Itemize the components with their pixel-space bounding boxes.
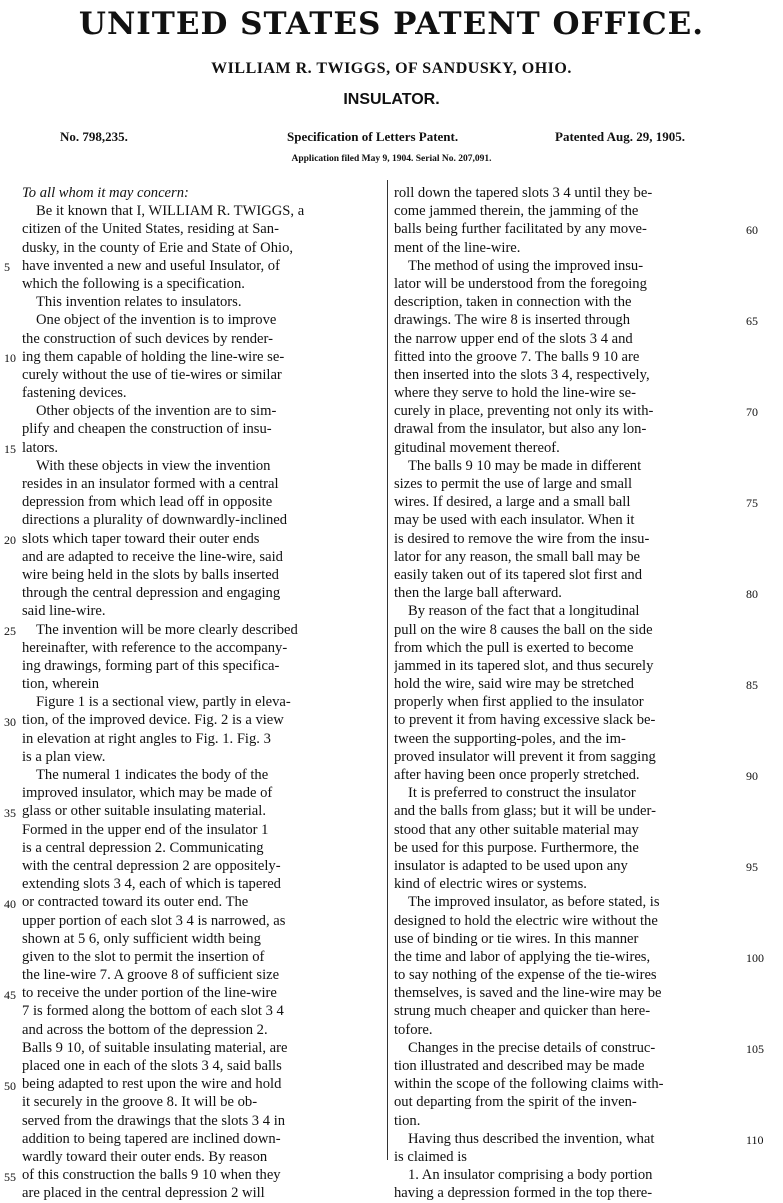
text-line: and are adapted to receive the line-wire, said <box>22 548 283 565</box>
text-line: plify and cheapen the construction of insu- <box>22 421 272 438</box>
text-line: from which the pull is exerted to become <box>394 639 634 656</box>
text-line: then the large ball afterward. <box>394 585 562 602</box>
patent-number: No. 798,235. <box>60 129 128 144</box>
text-line: ment of the line-wire. <box>394 239 521 256</box>
text-line: and the balls from glass; but it will be under- <box>394 803 656 820</box>
text-line: or contracted toward its outer end. The <box>22 894 249 911</box>
text-line: to receive the under portion of the line-wire <box>22 985 277 1002</box>
text-line: easily taken out of its tapered slot first and <box>394 566 643 583</box>
text-line: be used for this purpose. Furthermore, the <box>394 839 639 856</box>
text-line: of this construction the balls 9 10 when they <box>22 1167 281 1184</box>
text-line: dusky, in the county of Erie and State of Ohio, <box>22 239 294 256</box>
text-line: tion. <box>394 1112 421 1129</box>
text-line: is a plan view. <box>22 748 106 765</box>
line-number: 90 <box>746 769 758 784</box>
text-line: drawings. The wire 8 is inserted through <box>394 312 631 329</box>
text-line: which the following is a specification. <box>22 275 245 292</box>
line-number: 60 <box>746 223 758 238</box>
line-number: 45 <box>4 987 16 1002</box>
line-number: 25 <box>4 623 16 638</box>
text-line: The balls 9 10 may be made in different <box>408 457 642 474</box>
text-line: extending slots 3 4, each of which is tapered <box>22 876 281 893</box>
office-title: UNITED STATES PATENT OFFICE. <box>78 6 705 42</box>
text-line: are placed in the central depression 2 will <box>22 1185 265 1202</box>
text-line: designed to hold the electric wire without the <box>394 912 658 929</box>
text-line: tion, of the improved device. Fig. 2 is a view <box>22 712 284 729</box>
text-line: tion illustrated and described may be made <box>394 1058 645 1074</box>
text-line: is claimed is <box>394 1148 467 1165</box>
line-number: 105 <box>746 1042 764 1057</box>
text-line: the time and labor of applying the tie-wires, <box>394 948 651 965</box>
line-number: 80 <box>746 587 758 602</box>
application-line: Application filed May 9, 1904. Serial No. 207,091. <box>291 154 492 164</box>
text-line: glass or other suitable insulating material. <box>22 803 266 820</box>
text-line: being adapted to rest upon the wire and hold <box>22 1076 282 1093</box>
text-line: Changes in the precise details of construc- <box>408 1039 656 1056</box>
text-line: with the central depression 2 are oppositely- <box>22 857 281 874</box>
text-line: have invented a new and useful Insulator, of <box>22 257 280 274</box>
text-line: This invention relates to insulators. <box>36 294 242 311</box>
text-line: Having thus described the invention, what <box>408 1130 655 1147</box>
text-line: The improved insulator, as before stated, is <box>408 894 660 911</box>
text-line: resides in an insulator formed with a central <box>22 476 279 492</box>
text-line: 7 is formed along the bottom of each slot 3 4 <box>22 1003 284 1020</box>
patented-date: Patented Aug. 29, 1905. <box>555 129 685 144</box>
text-line: Formed in the upper end of the insulator 1 <box>22 821 269 838</box>
text-line: Be it known that I, WILLIAM R. TWIGGS, a <box>36 203 305 220</box>
text-line: stood that any other suitable material may <box>394 821 639 838</box>
specification-label: Specification of Letters Patent. <box>287 129 459 144</box>
text-line: is desired to remove the wire from the insu- <box>394 530 650 547</box>
text-line: where they serve to hold the line-wire se- <box>394 385 636 402</box>
text-line: after having been once properly stretched. <box>394 767 640 783</box>
text-line: jammed in its tapered slot, and thus securely <box>394 657 654 674</box>
text-line: tofore. <box>394 1021 433 1038</box>
line-number: 110 <box>746 1133 764 1148</box>
text-line: addition to being tapered are inclined down- <box>22 1130 281 1147</box>
text-line: citizen of the United States, residing at San- <box>22 221 279 238</box>
text-line: lator will be understood from the foregoing <box>394 275 647 292</box>
line-number: 30 <box>4 714 16 729</box>
text-line: to say nothing of the expense of the tie-wires <box>394 967 657 984</box>
line-number: 70 <box>746 405 758 420</box>
text-line: is a central depression 2. Communicating <box>22 839 264 856</box>
text-line: The invention will be more clearly described <box>36 621 298 638</box>
line-number: 35 <box>4 805 16 820</box>
line-number: 20 <box>4 532 16 547</box>
text-line: pull on the wire 8 causes the ball on the side <box>394 621 653 638</box>
text-line: improved insulator, which may be made of <box>22 785 273 802</box>
text-line: given to the slot to permit the insertion of <box>22 948 265 965</box>
text-line: It is preferred to construct the insulator <box>408 785 636 802</box>
text-line: may be used with each insulator. When it <box>394 512 635 529</box>
text-line: gitudinal movement thereof. <box>394 439 560 456</box>
text-line: upper portion of each slot 3 4 is narrowed, as <box>22 912 286 929</box>
line-number: 10 <box>4 350 16 365</box>
text-line: 1. An insulator comprising a body portion <box>408 1167 653 1184</box>
text-line: tion, wherein <box>22 676 100 693</box>
salutation-line: To all whom it may concern: <box>22 185 189 201</box>
text-line: The numeral 1 indicates the body of the <box>36 767 269 783</box>
text-line: strung much cheaper and quicker than here- <box>394 1003 651 1020</box>
text-line: roll down the tapered slots 3 4 until they be- <box>394 185 653 201</box>
text-line: the construction of such devices by render- <box>22 330 273 347</box>
text-line: use of binding or tie wires. In this manner <box>394 930 639 947</box>
text-line: served from the drawings that the slots 3 4 in <box>22 1112 286 1129</box>
left-column <box>22 184 378 1203</box>
text-line: come jammed therein, the jamming of the <box>394 203 639 220</box>
text-line: curely without the use of tie-wires or similar <box>22 366 282 383</box>
line-number: 85 <box>746 678 758 693</box>
text-line: ing them capable of holding the line-wire se- <box>22 348 285 365</box>
text-line: kind of electric wires or systems. <box>394 876 587 893</box>
text-line: within the scope of the following claims with- <box>394 1076 664 1093</box>
right-column <box>394 184 742 1203</box>
text-line: lator for any reason, the small ball may be <box>394 548 640 565</box>
text-line: By reason of the fact that a longitudinal <box>408 603 640 620</box>
text-line: out departing from the spirit of the inven- <box>394 1094 637 1111</box>
text-line: description, taken in connection with the <box>394 294 632 311</box>
text-line: proved insulator will prevent it from sagging <box>394 748 656 765</box>
text-line: Other objects of the invention are to sim- <box>36 403 277 420</box>
line-number: 75 <box>746 496 758 511</box>
text-line: then inserted into the slots 3 4, respectively, <box>394 366 650 383</box>
text-line: Figure 1 is a sectional view, partly in eleva- <box>36 694 291 711</box>
text-line: through the central depression and engaging <box>22 585 281 602</box>
text-line: to prevent it from having excessive slack be- <box>394 712 656 729</box>
text-line: curely in place, preventing not only its with- <box>394 403 654 420</box>
line-number: 50 <box>4 1078 16 1093</box>
text-line: With these objects in view the invention <box>36 457 271 474</box>
text-line: The method of using the improved insu- <box>408 257 644 274</box>
text-line: shown at 5 6, only sufficient width being <box>22 930 261 947</box>
inventor-line: WILLIAM R. TWIGGS, OF SANDUSKY, OHIO. <box>211 60 572 77</box>
line-number: 15 <box>4 441 16 456</box>
text-line: lators. <box>22 439 59 456</box>
text-line: hereinafter, with reference to the accompany- <box>22 639 288 656</box>
text-line: fitted into the groove 7. The balls 9 10 are <box>394 348 640 365</box>
column-divider <box>387 180 388 1160</box>
text-line: wires. If desired, a large and a small ball <box>394 494 631 511</box>
text-line: wardly toward their outer ends. By reason <box>22 1148 268 1165</box>
text-line: having a depression formed in the top there- <box>394 1185 653 1202</box>
text-line: ing drawings, forming part of this specifica- <box>22 657 280 674</box>
text-line: balls being further facilitated by any move- <box>394 221 647 238</box>
text-line: wire being held in the slots by balls inserted <box>22 566 279 583</box>
text-line: drawal from the insulator, but also any lon- <box>394 421 647 438</box>
text-line: the narrow upper end of the slots 3 4 and <box>394 330 633 347</box>
text-line: Balls 9 10, of suitable insulating material, are <box>22 1039 288 1056</box>
text-line: themselves, is saved and the line-wire may be <box>394 985 662 1002</box>
text-line: fastening devices. <box>22 385 127 402</box>
text-line: the line-wire 7. A groove 8 of sufficient size <box>22 967 280 984</box>
text-line: properly when first applied to the insulator <box>394 694 644 711</box>
text-line: sizes to permit the use of large and small <box>394 476 633 492</box>
text-line: said line-wire. <box>22 603 106 620</box>
line-number: 100 <box>746 951 764 966</box>
text-line: insulator is adapted to be used upon any <box>394 857 628 874</box>
text-line: and across the bottom of the depression 2. <box>22 1021 268 1038</box>
line-number: 55 <box>4 1169 16 1184</box>
line-number: 95 <box>746 860 758 875</box>
text-line: slots which taper toward their outer ends <box>22 530 260 547</box>
text-line: in elevation at right angles to Fig. 1. Fig. 3 <box>22 730 271 747</box>
line-number: 40 <box>4 896 16 911</box>
subject-title: INSULATOR. <box>343 91 440 108</box>
line-number: 65 <box>746 314 758 329</box>
line-number: 5 <box>4 259 10 274</box>
text-line: directions a plurality of downwardly-inclined <box>22 512 288 529</box>
text-line: depression from which lead off in opposite <box>22 494 273 511</box>
text-line: One object of the invention is to improve <box>36 312 277 329</box>
text-line: hold the wire, said wire may be stretched <box>394 676 634 693</box>
text-line: tween the supporting-poles, and the im- <box>394 730 626 747</box>
text-line: it securely in the groove 8. It will be ob- <box>22 1094 258 1111</box>
text-line: placed one in each of the slots 3 4, said balls <box>22 1058 282 1074</box>
